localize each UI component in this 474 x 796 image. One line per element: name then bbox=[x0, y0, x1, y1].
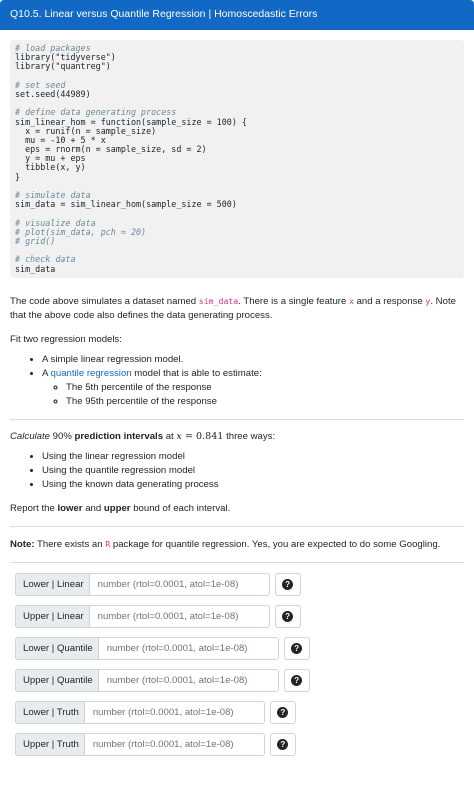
question-body bbox=[0, 30, 474, 756]
report-upper: upper bbox=[103, 502, 131, 514]
divider bbox=[10, 526, 464, 527]
input-label: Upper | Linear bbox=[15, 605, 89, 628]
help-button[interactable] bbox=[270, 701, 296, 724]
inline-code-y: y bbox=[425, 295, 431, 306]
input-label: Upper | Quantile bbox=[15, 669, 98, 692]
answer-row-lower-linear bbox=[15, 573, 464, 596]
input-label: Lower | Truth bbox=[15, 701, 84, 724]
code-comment-line: # simulate data bbox=[15, 190, 91, 200]
note-label: Note: bbox=[10, 538, 35, 550]
upper-linear-input[interactable] bbox=[89, 605, 270, 628]
question-title: Q10.5. Linear versus Quantile Regression | Homoscedastic Errors bbox=[10, 8, 318, 20]
report-lower: lower bbox=[57, 502, 83, 514]
method-quantile: Using the quantile regression model bbox=[42, 464, 196, 476]
code-line: set.seed(44989) bbox=[15, 88, 91, 99]
answer-fields bbox=[10, 573, 464, 756]
answer-row-lower-quantile bbox=[15, 637, 464, 660]
input-group bbox=[15, 701, 265, 724]
code-line bbox=[15, 72, 460, 81]
fit-list bbox=[10, 353, 464, 409]
question-circle-icon: ? bbox=[282, 611, 293, 622]
math-variable: x bbox=[176, 430, 182, 442]
list-item bbox=[42, 478, 464, 492]
code-line: sim_linear_hom = function(sample_size = 100) { bbox=[15, 116, 247, 127]
code-comment-line: # grid() bbox=[15, 235, 56, 246]
report-text-2: and bbox=[82, 502, 104, 514]
answer-row-upper-linear bbox=[15, 605, 464, 628]
help-button[interactable] bbox=[284, 669, 310, 692]
math-expression bbox=[176, 431, 223, 442]
code-line bbox=[15, 246, 460, 255]
note-text-1: There exists an bbox=[34, 538, 106, 550]
percentile-95: The 95th percentile of the response bbox=[66, 395, 217, 407]
code-comment-line: # set seed bbox=[15, 79, 66, 90]
code-comment-line: # load packages bbox=[15, 43, 91, 53]
question-circle-icon: ? bbox=[291, 675, 302, 686]
list-item bbox=[42, 464, 464, 478]
code-line: sim_data bbox=[15, 263, 56, 274]
list-item bbox=[66, 395, 464, 409]
lower-linear-input[interactable] bbox=[89, 573, 270, 596]
list-item bbox=[42, 353, 464, 367]
calculate-word: Calculate bbox=[10, 430, 50, 442]
fit-item-prefix: A bbox=[42, 367, 51, 379]
help-button[interactable] bbox=[270, 733, 296, 756]
lower-quantile-input[interactable] bbox=[98, 637, 279, 660]
input-label: Lower | Quantile bbox=[15, 637, 98, 660]
question-circle-icon: ? bbox=[291, 643, 302, 654]
intro-text-1: The code above simulates a dataset named bbox=[10, 295, 199, 307]
answer-row-lower-truth bbox=[15, 701, 464, 724]
percentile-list bbox=[42, 381, 464, 409]
question-circle-icon: ? bbox=[277, 739, 288, 750]
input-group bbox=[15, 605, 270, 628]
divider bbox=[10, 562, 464, 563]
report-paragraph bbox=[10, 502, 464, 516]
input-group bbox=[15, 669, 279, 692]
code-line: library("quantreg") bbox=[15, 61, 111, 72]
method-linear: Using the linear regression model bbox=[42, 450, 185, 462]
question-circle-icon: ? bbox=[277, 707, 288, 718]
calc-text-1: 90% bbox=[50, 430, 75, 442]
code-comment-line: # define data generating process bbox=[15, 107, 177, 118]
question-header bbox=[0, 0, 474, 30]
report-text-3: bound of each interval. bbox=[130, 502, 231, 514]
input-label: Upper | Truth bbox=[15, 733, 84, 756]
code-line: y = mu + eps bbox=[15, 153, 86, 164]
method-truth: Using the known data generating process bbox=[42, 478, 219, 490]
calc-text-2: at bbox=[163, 430, 177, 442]
intro-text-2: . There is a single feature bbox=[238, 295, 349, 307]
note-text-2: package for quantile regression. Yes, you are expected to do some Googling. bbox=[110, 538, 441, 550]
inline-code-x: x bbox=[348, 295, 354, 306]
prediction-intervals-text: prediction intervals bbox=[74, 430, 164, 442]
code-line: tibble(x, y) bbox=[15, 162, 86, 173]
calc-text-3: three ways: bbox=[223, 430, 276, 442]
report-text-1: Report the bbox=[10, 502, 58, 514]
methods-list bbox=[10, 450, 464, 492]
list-item bbox=[42, 367, 464, 409]
input-group bbox=[15, 573, 270, 596]
answer-row-upper-quantile bbox=[15, 669, 464, 692]
code-comment-line: # check data bbox=[15, 254, 76, 265]
fit-item-suffix: model that is able to estimate: bbox=[131, 367, 262, 379]
code-line: library("tidyverse") bbox=[15, 52, 116, 63]
code-comment-line: # visualize data bbox=[15, 217, 96, 228]
quantile-regression-link[interactable]: quantile regression bbox=[50, 367, 132, 379]
code-line: } bbox=[15, 171, 21, 182]
fit-paragraph: Fit two regression models: bbox=[10, 333, 122, 345]
code-line: mu = -10 + 5 * x bbox=[15, 134, 106, 145]
note-paragraph bbox=[10, 537, 464, 552]
inline-code-r: R bbox=[105, 538, 111, 549]
code-block bbox=[10, 40, 464, 278]
divider bbox=[10, 419, 464, 420]
list-item bbox=[42, 450, 464, 464]
help-button[interactable] bbox=[275, 605, 301, 628]
inline-code-sim-data: sim_data bbox=[198, 295, 239, 306]
help-button[interactable] bbox=[284, 637, 310, 660]
list-item bbox=[66, 381, 464, 395]
intro-paragraph bbox=[10, 294, 464, 323]
math-value: = 0.841 bbox=[181, 430, 224, 442]
intro-text-4: . Note that the above code also defines the data generating process. bbox=[10, 295, 456, 321]
code-line: sim_data = sim_linear_hom(sample_size = 500) bbox=[15, 199, 237, 210]
upper-quantile-input[interactable] bbox=[98, 669, 279, 692]
calculate-paragraph bbox=[10, 430, 464, 444]
question-circle-icon: ? bbox=[282, 579, 293, 590]
answer-row-upper-truth bbox=[15, 733, 464, 756]
fit-item-linear: A simple linear regression model. bbox=[42, 353, 184, 365]
code-line: x = runif(n = sample_size) bbox=[15, 125, 157, 136]
help-button[interactable] bbox=[275, 573, 301, 596]
lower-truth-input[interactable] bbox=[84, 701, 265, 724]
code-comment-line: # plot(sim_data, pch = 20) bbox=[15, 226, 147, 237]
input-label: Lower | Linear bbox=[15, 573, 89, 596]
percentile-5: The 5th percentile of the response bbox=[66, 381, 212, 393]
input-group bbox=[15, 733, 265, 756]
intro-text-3: and a response bbox=[353, 295, 426, 307]
input-group bbox=[15, 637, 279, 660]
code-line: eps = rnorm(n = sample_size, sd = 2) bbox=[15, 144, 207, 155]
upper-truth-input[interactable] bbox=[84, 733, 265, 756]
